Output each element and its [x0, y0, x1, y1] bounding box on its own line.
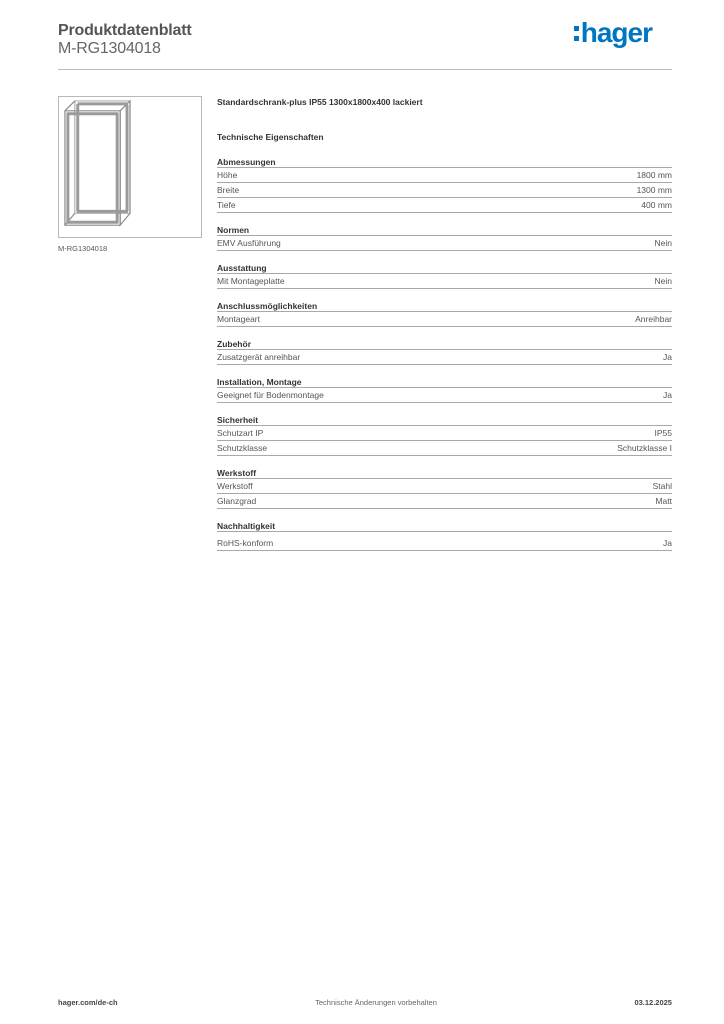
property-value: 400 mm [641, 200, 672, 210]
property-value: Anreihbar [635, 314, 672, 324]
property-label: Schutzart IP [217, 428, 264, 438]
property-row [217, 312, 672, 327]
property-value: 1300 mm [636, 185, 672, 195]
property-row [217, 198, 672, 213]
property-row [217, 168, 672, 183]
property-value: IP55 [654, 428, 672, 438]
logo-colon-icon [574, 20, 579, 46]
property-row [217, 236, 672, 251]
group-title: Installation, Montage [217, 376, 672, 388]
property-label: EMV Ausführung [217, 238, 281, 248]
property-value: Schutzklasse I [617, 443, 672, 453]
group-normen [217, 224, 672, 251]
group-title: Werkstoff [217, 467, 672, 479]
logo-text: hager [580, 17, 652, 48]
property-value: Ja [663, 352, 672, 362]
group-ausstattung [217, 262, 672, 289]
page-footer [58, 998, 672, 1007]
property-row [217, 388, 672, 403]
group-title: Sicherheit [217, 414, 672, 426]
property-row [217, 183, 672, 198]
document-title: Produktdatenblatt [58, 22, 192, 39]
group-title: Zubehör [217, 338, 672, 350]
image-caption: M-RG1304018 [58, 244, 108, 253]
property-row [217, 441, 672, 456]
property-value: Ja [663, 538, 672, 548]
property-value: Nein [654, 238, 672, 248]
group-abmessungen [217, 156, 672, 213]
footer-notice: Technische Änderungen vorbehalten [315, 998, 437, 1007]
hager-logo [574, 18, 652, 48]
group-zubehoer [217, 338, 672, 365]
page-header [58, 17, 672, 70]
property-label: Montageart [217, 314, 260, 324]
cabinet-frame-illustration [59, 97, 201, 237]
group-title: Normen [217, 224, 672, 236]
group-anschlussmoeglichkeiten [217, 300, 672, 327]
group-title: Ausstattung [217, 262, 672, 274]
group-nachhaltigkeit [217, 520, 672, 551]
property-label: Schutzklasse [217, 443, 268, 453]
datasheet-content [217, 96, 672, 551]
property-value: Nein [654, 276, 672, 286]
property-value: Stahl [652, 481, 672, 491]
group-title: Nachhaltigkeit [217, 520, 672, 532]
group-werkstoff [217, 467, 672, 509]
property-value: Matt [655, 496, 672, 506]
property-label: Breite [217, 185, 240, 195]
property-row [217, 426, 672, 441]
property-label: Zusatzgerät anreihbar [217, 352, 301, 362]
product-image [58, 96, 202, 238]
section-title: Technische Eigenschaften [217, 132, 324, 142]
property-label: Geeignet für Bodenmontage [217, 390, 324, 400]
property-row [217, 536, 672, 551]
footer-website: hager.com/de-ch [58, 998, 118, 1007]
property-label: Mit Montageplatte [217, 276, 285, 286]
property-label: Glanzgrad [217, 496, 257, 506]
group-sicherheit [217, 414, 672, 456]
product-name: Standardschrank-plus IP55 1300x1800x400 lackiert [217, 97, 423, 107]
group-installation-montage [217, 376, 672, 403]
property-row [217, 350, 672, 365]
article-number: M-RG1304018 [58, 40, 161, 57]
property-row [217, 479, 672, 494]
footer-date: 03.12.2025 [634, 998, 672, 1007]
property-value: Ja [663, 390, 672, 400]
property-row [217, 274, 672, 289]
property-label: Höhe [217, 170, 238, 180]
property-value: 1800 mm [636, 170, 672, 180]
group-title: Anschlussmöglichkeiten [217, 300, 672, 312]
property-label: Werkstoff [217, 481, 253, 491]
group-title: Abmessungen [217, 156, 672, 168]
property-label: RoHS-konform [217, 538, 274, 548]
property-label: Tiefe [217, 200, 236, 210]
property-row [217, 494, 672, 509]
